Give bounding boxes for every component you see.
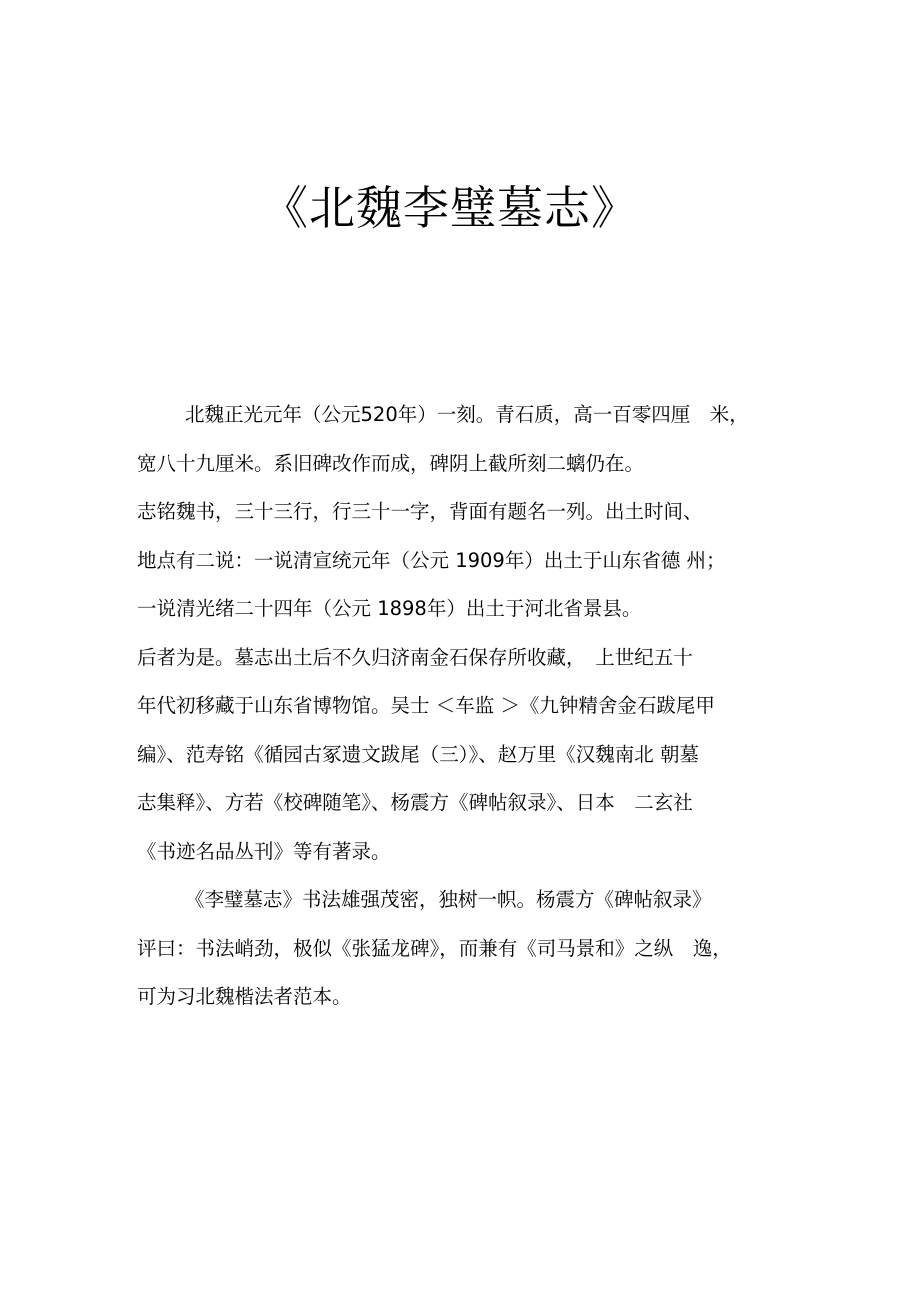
body-line: 志集释》、方若《校碑随笔》、杨震方《碑帖叙录》、日本 二玄社 <box>137 791 693 814</box>
body-line: 宽八十九厘米。系旧碑改作而成，碑阴上截所刻二螭仍在。 <box>137 451 645 475</box>
body-line: 《书迹名品丛刊》等有著录。 <box>137 839 391 863</box>
body-line: 后者为是。墓志出土后不久归济南金石保存所收藏， 上世纪五十 <box>137 645 693 669</box>
body-line: 编》、范寿铭《循园古冢遗文跋尾（三）》、赵万里《汉魏南北 朝墓 <box>137 742 699 766</box>
body-line: 志铭魏书，三十三行，行三十一字，背面有题名一列。出土时间、 <box>137 500 703 523</box>
body-line: 一说清光绪二十四年（公元 1898年）出土于河北省景县。 <box>137 597 642 620</box>
body-line: 地点有二说：一说清宣统元年（公元 1909年）出土于山东省德 州； <box>137 548 726 572</box>
body-line: 年代初移藏于山东省博物馆。吴士 ＜车监 ＞《九钟精舍金石跋尾甲 <box>137 694 715 717</box>
body-line: 《李璧墓志》书法雄强茂密，独树一帜。杨震方《碑帖叙录》 <box>185 888 712 911</box>
body-line: 评曰：书法峭劲，极似《张猛龙碑》，而兼有《司马景和》之纵 逸， <box>137 936 732 960</box>
body-line: 可为习北魏楷法者范本。 <box>137 985 352 1008</box>
body-line: 北魏正光元年（公元520年）一刻。青石质，高一百零四厘 米， <box>185 403 749 426</box>
document-body <box>137 394 797 1025</box>
document-title: 《北魏李璧墓志》 <box>262 181 638 235</box>
